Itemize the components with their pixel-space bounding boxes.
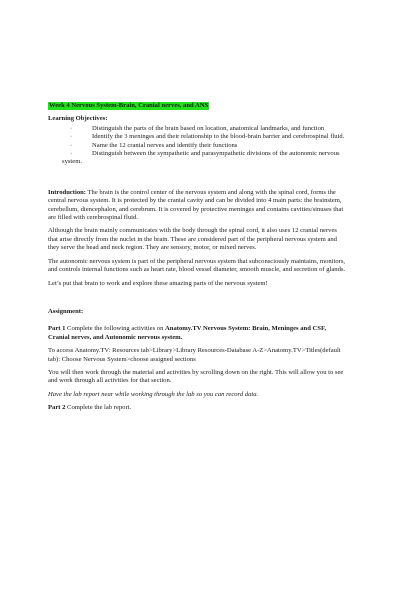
objective-item: · Distinguish the parts of the brain based on location, anatomical landmarks, and function xyxy=(70,124,325,132)
part1-text: Complete the following activities on xyxy=(65,325,166,333)
document-content xyxy=(48,102,348,418)
access-instructions: To access Anatomy.TV: Resources tab>Library>Library Resources-Database A-Z>Anatomy.TV>Titles(default tab): Choose Nervous System>choose assigned sections xyxy=(48,347,341,363)
objective-item: · Identify the 3 meninges and their relationship to the blood-brain barrier and cerebrospinal fluid. xyxy=(70,133,345,141)
part2-label: Part 2 xyxy=(48,404,66,412)
part2-text: Complete the lab report. xyxy=(65,404,132,412)
document-title: Week 4 Nervous System-Brain, Cranial nerves, and ANS xyxy=(49,102,209,109)
ans-paragraph: The autonomic nervous system is part of the peripheral nervous system that subconsciously maintains, monitors, and controls internal functions such as heart rate, blood vessel diameter, smooth muscle, and secretion of glands. xyxy=(48,257,346,274)
intro-paragraph xyxy=(48,189,348,223)
part1-bold-text: Anatomy.TV Nervous System: Brain, Meninges and CSF, Cranial nerves, and Autonomic nervous system. xyxy=(48,325,327,341)
intro-label: Introduction: xyxy=(48,188,86,196)
work-instructions: You will then work through the material and activities by scrolling down on the right. This will allow you to see and work through all activities for that section. xyxy=(48,368,344,385)
part2-paragraph xyxy=(48,404,348,412)
part1-label: Part 1 xyxy=(48,325,66,333)
lab-report-note: Have the lab report near while working through the lab so you can record data. xyxy=(48,390,259,398)
objectives-list xyxy=(62,125,348,167)
assignment-heading: Assignment: xyxy=(48,307,84,315)
intro-text: The brain is the control center of the nervous system and along with the spinal cord, forms the central nervous system. It is protected by the cranial cavity and can be divided into 4 main parts: the brainstem, cerebellum, diencephalon, and cerebrum. It is covered by protective meninges and contains cavities/sinuses that are filled with cerebrospinal fluid. xyxy=(48,188,344,222)
closing-paragraph: Let’s put that brain to work and explore these amazing parts of the nervous system! xyxy=(48,279,268,287)
objectives-heading: Learning Objectives: xyxy=(48,115,108,123)
objective-item: · Distinguish between the sympathetic and parasympathetic divisions of the autonomic nervous system. xyxy=(62,150,340,166)
bullet-dot: · xyxy=(70,133,73,141)
bullet-dot: · xyxy=(70,141,73,149)
objective-item: · Name the 12 cranial nerves and identify their functions xyxy=(70,141,238,149)
part1-paragraph xyxy=(48,325,348,342)
bullet-dot: · xyxy=(70,124,73,132)
cranial-nerves-paragraph: Although the brain mainly communicates with the body through the spinal cord, it also uses 12 cranial nerves that arise directly from the nuclei in the brain. These are considered part of the peripheral nervous system and they serve the head and neck region. They are sensory, motor, or mixed nerves. xyxy=(48,227,337,252)
bullet-dot: · xyxy=(70,150,73,158)
